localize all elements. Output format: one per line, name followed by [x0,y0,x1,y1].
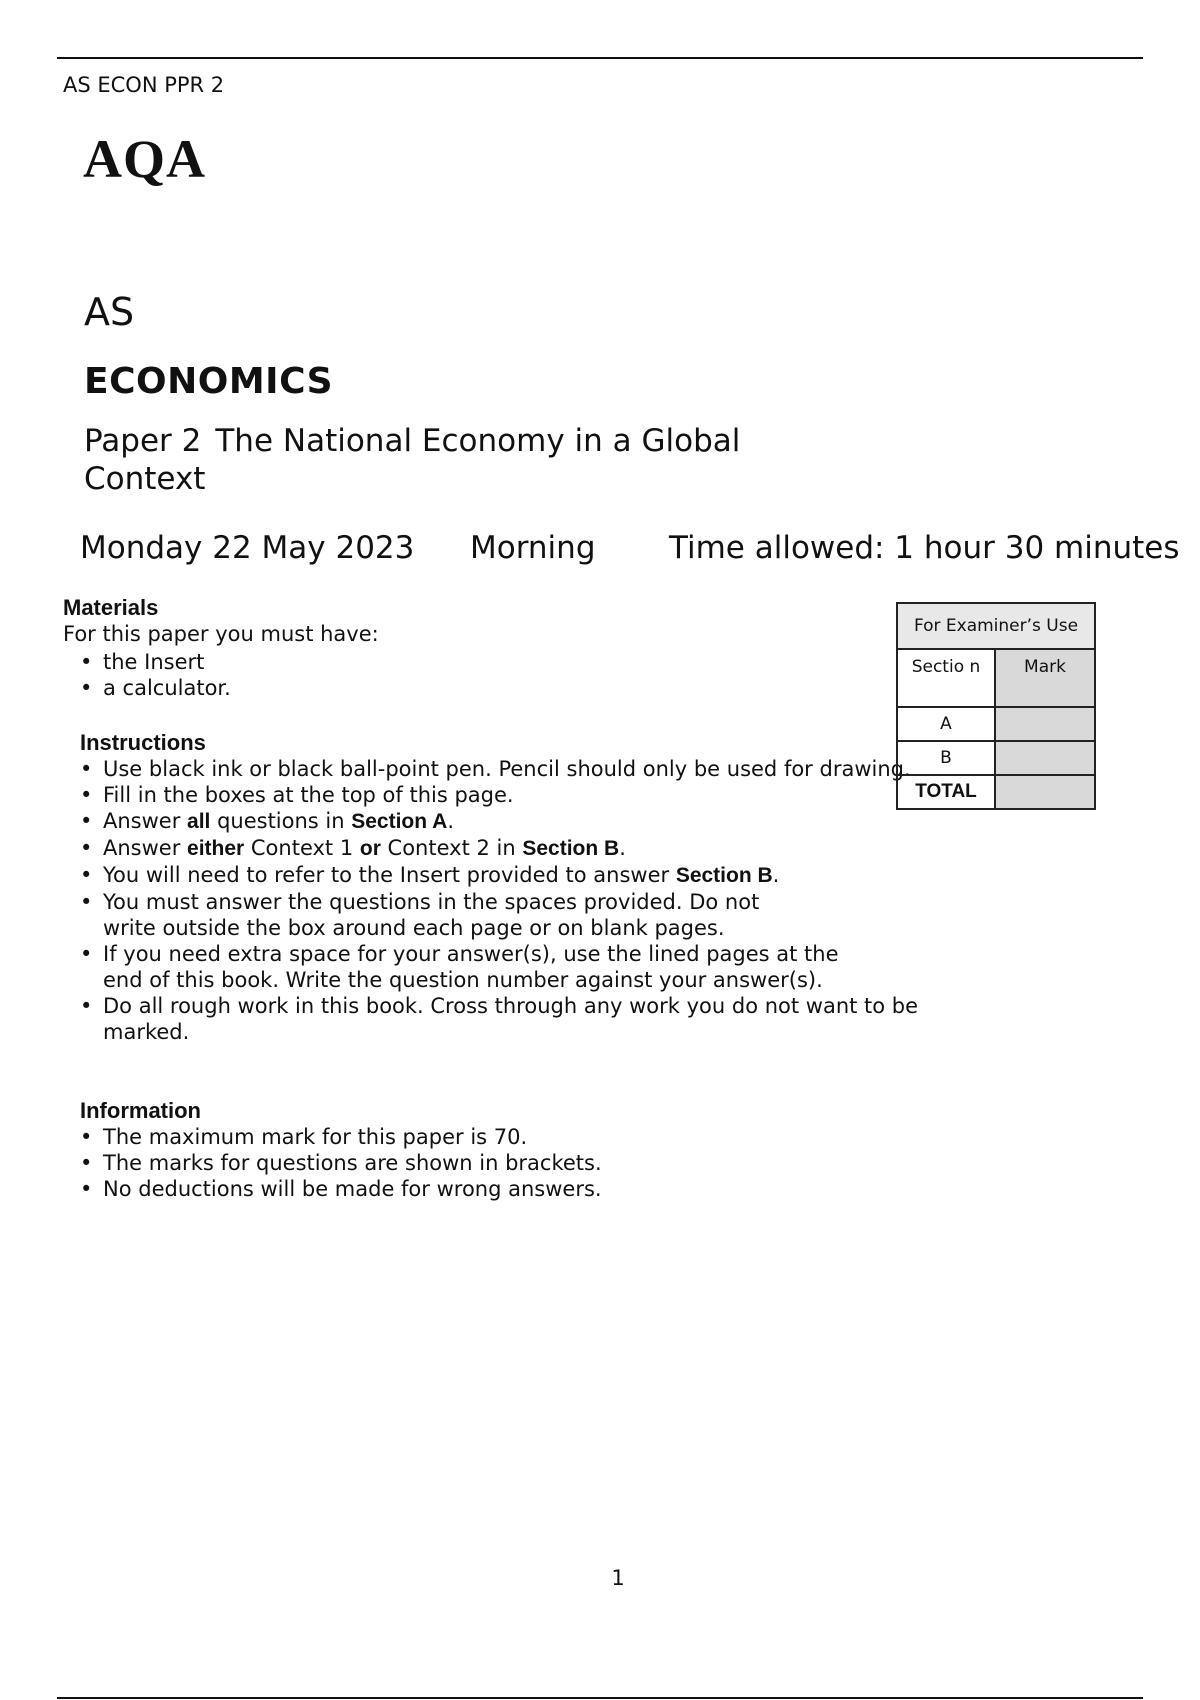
list-item: • The maximum mark for this paper is 70. [80,1124,602,1150]
time-allowed: Time allowed: 1 hour 30 minutes [669,530,1180,566]
section-b-mark [995,741,1095,775]
list-item: • You must answer the questions in the spaces provided. Do not write outside the box around each page or on blank pages. [80,889,803,941]
mark-column-header: Mark [995,649,1095,707]
list-item: • Answer all questions in Section A. [80,808,980,835]
top-rule [57,57,1143,59]
qualification-level: AS [84,290,135,334]
subject-title: ECONOMICS [84,361,334,402]
list-item: • The marks for questions are shown in brackets. [80,1150,602,1176]
list-item: • a calculator. [80,675,231,701]
information-list [80,1124,602,1202]
instructions-heading: Instructions [80,730,206,755]
list-item: • Do all rough work in this book. Cross through any work you do not want to be marked. [80,993,983,1045]
list-item: • Answer either Context 1 or Context 2 in Section B. [80,835,980,862]
materials-intro: For this paper you must have: [63,622,379,646]
paper-code: AS ECON PPR 2 [63,73,225,97]
list-item: • Use black ink or black ball-point pen. Pencil should only be used for drawing. [80,756,980,782]
list-item: • You will need to refer to the Insert provided to answer Section B. [80,862,980,889]
list-item: • If you need extra space for your answer(s), use the lined pages at the end of this book. Write the question number against your answer(s). [80,941,843,993]
list-item: • Fill in the boxes at the top of this page. [80,782,980,808]
examiner-use-title: For Examiner’s Use [897,603,1095,649]
instructions-list [80,756,980,1045]
page-number: 1 [611,1566,625,1590]
paper-number: Paper 2 [84,423,202,459]
section-a-label: A [897,707,995,741]
paper-name: The National Economy in a Global Context [84,423,741,497]
total-label: TOTAL [897,775,995,809]
paper-title [84,422,844,498]
examiner-use-table [896,602,1096,810]
exam-session: Morning [470,530,596,566]
section-b-label: B [897,741,995,775]
list-item: • No deductions will be made for wrong answers. [80,1176,602,1202]
information-heading: Information [80,1098,201,1123]
total-mark [995,775,1095,809]
materials-list [80,649,231,701]
aqa-logo: AQA [83,129,206,189]
list-item: • the Insert [80,649,231,675]
section-column-header: Sectio n [897,649,995,707]
bottom-rule [57,1697,1143,1699]
section-a-mark [995,707,1095,741]
exam-date: Monday 22 May 2023 [80,530,415,566]
materials-heading: Materials [63,595,159,620]
